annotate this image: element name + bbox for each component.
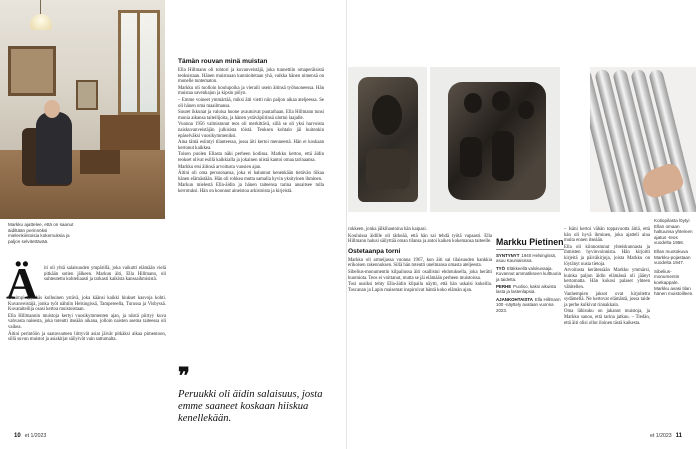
body-paragraph: – Emme voineet ymmärtää, miksi äiti vietti niin paljon aikaa ateljeessa. Se oli hänen oma maailmansa. [178, 97, 324, 109]
photo-captions-right [654, 218, 694, 300]
intro-column-lower [8, 296, 166, 344]
page-number: 11 [675, 433, 682, 439]
relief-sculpture-photo [348, 67, 427, 212]
magazine-issue: et 1/2023 [650, 433, 672, 439]
quote-marks-icon: ❞ [178, 363, 190, 388]
body-paragraph: Arvoitusta kerätessään Markku ymmärsi, kuinka paljon äidin elämässä oli jäänyt kertomatta. Hän kokosi palaset yhteen vähitellen. [564, 268, 650, 290]
body-paragraph: Oma lähisuku on jakanut muistoja, ja Markku sanoo, että tarina jatkuu. – Tiedän, että äiti olisi ollut iloinen tästä kaikesta. [564, 309, 650, 326]
organ-pipes-sculpture-photo [590, 67, 696, 212]
intro-paragraph: Äitini perintöön ja saatavuuteen liittyvät asiat jäivät pitkäksi aikaa pimentoon, sillä suvun muistot ja asiakirjat säilyivät vain sattumalta. [8, 331, 166, 343]
body-paragraph: rokkeen, jonka jälkihautoina hän kaipasi. [348, 227, 427, 232]
photo-caption: Ellan muotokuva Markku-pojastaan vuodelta 1947. [654, 248, 691, 266]
intro-paragraph: Ella Hillmannin muistoja kertyi vuosikymmenten ajan, ja niistä piirtyy kuva vahvasta naisesta, joka toteutti itseään aikana, jolloin naisten asema taiteessa oli vaikea. [8, 313, 166, 330]
body-paragraph: – Isäni kertoi vähän toppavuotta äitiä, että hän oli hyvä ihminen, joka ajatteli aina muita ennen itseään. [564, 227, 650, 244]
factbox-row: PERHE Puoliso, kaksi aikuista lasta ja lastenlapsia. [496, 284, 557, 295]
relief-figures-photo [430, 67, 560, 212]
intro-paragraph: Uusimpi tyylikäs kolhuinen ystävä, joka käänsi kaikki hiukset kasvoja kohti. Kuvanveistäjä, jonka työt nähtiin Helsingissä, Tampereella, Turussa ja Visbyssä. Kuvataiteilija osasi kertoa muistoistaan. [8, 296, 166, 313]
pull-quote-text: Peruukki oli äidin salaisuus, josta emme saaneet koskaan hiiskua kenellekään. [178, 389, 323, 424]
subheading: Tämän rouvan minä muistan [178, 58, 268, 65]
intro-paragraph: iti oli yhtä salaisuuden ympärillä, joka vaikutti elämään vielä pitkään sotien jälkeen. Markun äiti, Ella Hillmann, oli suhteutettu kohteliaasti ja tarkasti kaikista kanssaihmisistä. [44, 266, 166, 283]
body-paragraph: Markun mielestä Ella-äidin ja hänen taiteensa tarina ansaitsee tulla kerrotuksi. Hän on koonnut aineistoa arkistoista ja kirjeistä. [178, 183, 324, 194]
body-paragraph: Kouluissa äidille oli tärkeää, että hän sai tehdä työtä vapaasti. Ella Hillmann halusi säilyttää oman tilansa ja antoi kaiken kokemansa taiteelle. [348, 233, 492, 245]
factbox-name: Markku Pietinen [496, 237, 564, 250]
window-image [118, 10, 160, 115]
article-column-right-2 [564, 227, 650, 327]
body-paragraph: Ella Hillmann oli tohtori ja kuvanveistäjä, joka tunnettiin omaperäisistä teoksistaan. Hänen muistoaan kunnioitetaan yhä, vaikka hänen nimensä on monelle tuntematon. [178, 68, 324, 85]
factbox-row: AJANKOHTAISTA Ella Hillmann 100 -näyttely avataan vuonna 2023. [496, 296, 561, 313]
photo-caption: Kotiopilasta löytyi Ellan omaan haltuunsa yhteinen ajatus -teos vuodelta 1956. [654, 218, 693, 246]
spread-divider [346, 0, 347, 449]
page-number: 10 [14, 433, 21, 439]
pull-quote [178, 363, 324, 425]
folio-left [10, 433, 46, 439]
article-column-left [178, 58, 324, 195]
magazine-issue: et 1/2023 [24, 433, 47, 439]
intro-column [44, 266, 166, 284]
lamp-image [30, 14, 52, 30]
seated-man-image [36, 112, 72, 184]
body-paragraph: Toisen puolen Ellasta näki perheen kodissa. Markku kertoo, että äidin teokset olivat esillä kaikkialla ja jokainen niistä kantoi omaa tarinaansa. [178, 152, 324, 163]
painting-image [8, 46, 56, 96]
fact-box [496, 237, 564, 315]
photo-caption: Sibelius-monumentin koekappale. Markku avasi tilan hänen muistoilleen. [654, 268, 694, 297]
body-paragraph: Tosi uusiksi tehty Ella-äidin kilpailu näytti, että hän uskalsi kokeilla. Toscanan ja Lapin maisemat inspiroivat häntä koko elämän ajan. [348, 282, 492, 293]
body-paragraph: Sibelius-monumentin kilpailussa äiti osallistui ehdotuksella, joka herätti huomiota. Teos ei voittanut, mutta se jäi elämään perheen muistoissa. [348, 269, 492, 281]
article-column-right-1 [348, 227, 492, 294]
drop-cap: Ä [6, 259, 38, 308]
body-paragraph: Ella oli kiinnostunut yhteiskunnasta ja ihmisten hyvinvoinnista. Hän kirjoitti kirjeitä ja päiväkirjoja, joista Markku on löytänyt uusia tietoja. [564, 244, 650, 267]
photo-caption: Markku ajattelee, että on saanut äidiltään perinnöksi mielenkiintoisia kokemuksia ja paljon selvitettävää. [8, 222, 74, 244]
body-paragraph: Äitini oli oma persoonansa, joka ei halunnut kenenkään tietävän liikaa hänen elämästään. Hän oli rohkea mutta samalla hyvin yksityinen ihminen. [178, 171, 324, 182]
body-paragraph: Markku oli armeijassa vuonna 1967, kun äiti sai tilaisuuden hankkia erikoisen rakennuksen. Sillä hän toteutti unelmansa omasta ateljeesta. [348, 257, 492, 269]
body-paragraph: Vuonna 1956 valmistunut teos oli merkittävä, sillä se oli yksi harvoista naiskuvanveistäjän julkisista töistä. Teoksen kohtalo jäi kuitenkin epäselväksi vuosikymmeniksi. [178, 122, 324, 139]
portrait-photo [0, 0, 165, 219]
body-paragraph: Suuret ikkunat ja valoisa huone avautuivat puutarhaan. Ella Hillmann tunsi monia aikansa taiteilijoita, ja hänen ystäväpiirinsä ulottui laajalle. [178, 110, 324, 121]
body-paragraph: Aina tämä esiintyi tilanteessa, jossa äiti kertoi menneestä. Hän ei koskaan kertonut kaikkea. [178, 140, 324, 151]
body-paragraph: Markku oli tuolloin koulupoika ja vieraili usein äitinsä työhuoneessa. Hän muistaa savenhajun ja kipsin pölyn. [178, 85, 324, 97]
subheading: Ostetaanpa torni [348, 247, 401, 255]
body-paragraph: Markku etsi äitinsä arvoitusta vuosien ajan. [178, 164, 262, 170]
body-paragraph: Vanhempien jaksot ovat kirjoitettu sydämellä. Ne kertovat elämästä, jossa taide ja perhe kulkivat rinnakkain. [564, 291, 650, 308]
factbox-row: SYNTYNYT 1940 Helsingissä, asuu Kauniaisissa. [496, 253, 557, 264]
factbox-row: TYÖ Eläkkeellä valokuvaaja. Kuvannut ammatikseen kulttuuria ja taidetta. [496, 265, 561, 282]
folio-right [650, 433, 686, 439]
